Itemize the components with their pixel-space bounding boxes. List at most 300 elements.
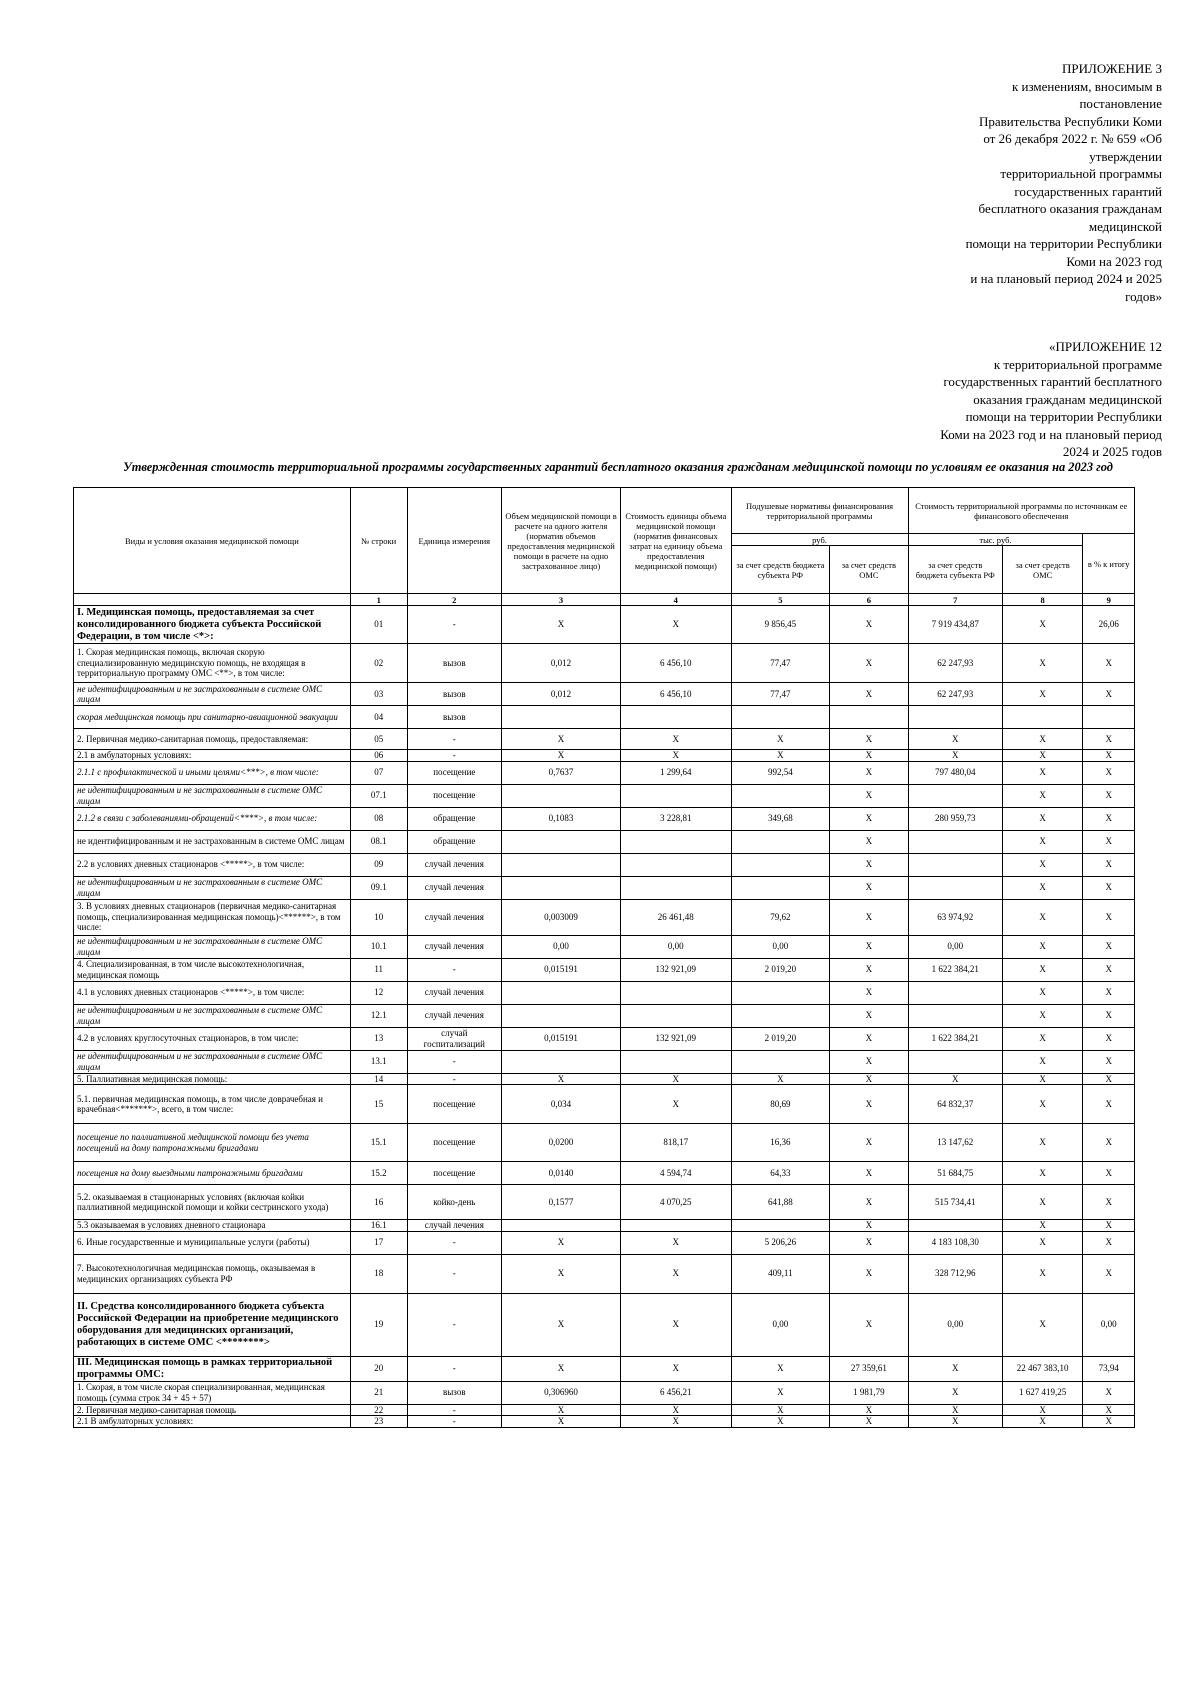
column-number: 9 [1083, 594, 1135, 606]
header-budget-rub: за счет средств бюджета субъекта РФ [731, 546, 830, 594]
cell-v5: 80,69 [731, 1085, 830, 1124]
cell-v8: X [1002, 1027, 1082, 1050]
table-row [74, 683, 1135, 706]
cell-v9: X [1083, 729, 1135, 750]
row-unit: вызов [407, 683, 501, 706]
row-number: 20 [350, 1356, 407, 1381]
row-unit: случай лечения [407, 981, 501, 1004]
appendix3-line: ПРИЛОЖЕНИЕ 3 [1062, 61, 1162, 76]
cell-v9: X [1083, 683, 1135, 706]
cell-v4: X [621, 750, 731, 762]
cell-v6: X [830, 1404, 908, 1416]
header-unit: Единица измерения [407, 488, 501, 594]
column-number: 1 [350, 594, 407, 606]
row-label: посещения на дому выездными патронажными бригадами [74, 1162, 351, 1185]
cell-v8: X [1002, 1162, 1082, 1185]
cell-v3: X [502, 1293, 621, 1356]
row-label: посещение по паллиативной медицинской помощи без учета посещений на дому патронажными бригадами [74, 1124, 351, 1162]
table-row [74, 1404, 1135, 1416]
table-row [74, 1254, 1135, 1293]
cell-v5: 2 019,20 [731, 958, 830, 981]
cell-v6: X [830, 899, 908, 935]
appendix12-line: оказания гражданам медицинской [973, 391, 1162, 407]
cell-v5: X [731, 1416, 830, 1428]
cell-v3: X [502, 729, 621, 750]
cell-v8: 1 627 419,25 [1002, 1381, 1082, 1404]
cell-v7 [908, 830, 1002, 853]
cell-v7: 7 919 434,87 [908, 606, 1002, 644]
cell-v9: X [1083, 958, 1135, 981]
table-row [74, 1085, 1135, 1124]
row-unit: случай лечения [407, 1220, 501, 1232]
row-number: 09.1 [350, 876, 407, 899]
row-unit: случай лечения [407, 853, 501, 876]
row-label: 2.2 в условиях дневных стационаров <*****>, в том числе: [74, 853, 351, 876]
cell-v3: X [502, 1231, 621, 1254]
cell-v3: X [502, 750, 621, 762]
table-row [74, 1185, 1135, 1220]
row-unit: - [407, 958, 501, 981]
table-row [74, 1027, 1135, 1050]
cell-v9: X [1083, 761, 1135, 784]
cell-v7 [908, 1050, 1002, 1073]
cell-v8: X [1002, 1073, 1082, 1085]
cell-v3: 0,003009 [502, 899, 621, 935]
cell-v5 [731, 1220, 830, 1232]
cell-v6: X [830, 1124, 908, 1162]
row-number: 12.1 [350, 1004, 407, 1027]
cell-v3 [502, 1220, 621, 1232]
row-unit: - [407, 1416, 501, 1428]
row-unit: - [407, 1050, 501, 1073]
cell-v4: 0,00 [621, 935, 731, 958]
cell-v6: X [830, 606, 908, 644]
cell-v6: X [830, 1073, 908, 1085]
cell-v8: X [1002, 935, 1082, 958]
cell-v5: 992,54 [731, 761, 830, 784]
cell-v8: X [1002, 1254, 1082, 1293]
row-unit: - [407, 1254, 501, 1293]
cell-v4 [621, 1004, 731, 1027]
cell-v4 [621, 1050, 731, 1073]
cell-v7: 797 480,04 [908, 761, 1002, 784]
cell-v3: X [502, 1356, 621, 1381]
cell-v5 [731, 853, 830, 876]
cell-v9: X [1083, 1254, 1135, 1293]
cell-v8: X [1002, 830, 1082, 853]
header-rub: руб. [731, 534, 908, 546]
cell-v9: X [1083, 981, 1135, 1004]
row-number: 23 [350, 1416, 407, 1428]
cell-v9: 73,94 [1083, 1356, 1135, 1381]
cell-v3: 0,0200 [502, 1124, 621, 1162]
cell-v3: 0,015191 [502, 1027, 621, 1050]
cell-v9: X [1083, 876, 1135, 899]
row-label: II. Средства консолидированного бюджета субъекта Российской Федерации на приобретение медицинского оборудования для медицинских организаций, работающих в системе ОМС <********> [74, 1293, 351, 1356]
cell-v6: X [830, 807, 908, 830]
cell-v8: X [1002, 853, 1082, 876]
cell-v7: 328 712,96 [908, 1254, 1002, 1293]
cell-v9: X [1083, 1085, 1135, 1124]
row-label: 2. Первичная медико-санитарная помощь, предоставляемая: [74, 729, 351, 750]
cell-v6 [830, 706, 908, 729]
cell-v6: X [830, 1416, 908, 1428]
table-row [74, 1356, 1135, 1381]
cell-v7: 515 734,41 [908, 1185, 1002, 1220]
row-unit: вызов [407, 644, 501, 683]
row-unit: вызов [407, 1381, 501, 1404]
cell-v5: 0,00 [731, 935, 830, 958]
cell-v9: X [1083, 1162, 1135, 1185]
appendix3-line: медицинской [1088, 218, 1162, 234]
appendix3-line: Правительства Республики Коми [979, 113, 1162, 129]
column-number: 3 [502, 594, 621, 606]
appendix12-line: к территориальной программе [993, 356, 1162, 372]
appendix12-line: Коми на 2023 год и на плановый период [940, 426, 1162, 442]
cell-v3: 0,015191 [502, 958, 621, 981]
row-unit: - [407, 1231, 501, 1254]
row-unit: обращение [407, 830, 501, 853]
row-unit: случай лечения [407, 899, 501, 935]
cell-v6: X [830, 1162, 908, 1185]
cell-v7 [908, 853, 1002, 876]
appendix3-line: территориальной программы [1000, 166, 1162, 181]
row-label: 5.1. первичная медицинская помощь, в том числе доврачебная и врачебная<*******>, всего, в том числе: [74, 1085, 351, 1124]
cell-v3 [502, 853, 621, 876]
cell-v4: 6 456,10 [621, 683, 731, 706]
cell-v4 [621, 981, 731, 1004]
cell-v6: X [830, 1185, 908, 1220]
cell-v7 [908, 706, 1002, 729]
appendix3-line: бесплатного оказания гражданам [978, 201, 1162, 216]
cell-v6: X [830, 644, 908, 683]
cell-v3: X [502, 1073, 621, 1085]
table-row [74, 1050, 1135, 1073]
cell-v8: X [1002, 683, 1082, 706]
table-row [74, 830, 1135, 853]
cell-v4: 6 456,10 [621, 644, 731, 683]
table-row [74, 807, 1135, 830]
cell-v8: X [1002, 644, 1082, 683]
row-unit: - [407, 750, 501, 762]
cell-v6: 1 981,79 [830, 1381, 908, 1404]
cell-v9: X [1083, 750, 1135, 762]
row-unit: - [407, 1356, 501, 1381]
table-row [74, 1231, 1135, 1254]
row-label: 4. Специализированная, в том числе высокотехнологичная, медицинская помощь [74, 958, 351, 981]
cell-v4 [621, 876, 731, 899]
cell-v7 [908, 1004, 1002, 1027]
header-row-no: № строки [350, 488, 407, 594]
row-unit: случай лечения [407, 1004, 501, 1027]
cell-v5: X [731, 750, 830, 762]
row-number: 01 [350, 606, 407, 644]
cell-v6: X [830, 729, 908, 750]
cell-v4: X [621, 1404, 731, 1416]
cell-v4 [621, 706, 731, 729]
appendix3-line: государственных гарантий [1014, 183, 1162, 199]
cell-v7: X [908, 1356, 1002, 1381]
cell-v4: 3 228,81 [621, 807, 731, 830]
cell-v6: X [830, 1027, 908, 1050]
cell-v3: X [502, 1254, 621, 1293]
cell-v7: 63 974,92 [908, 899, 1002, 935]
cell-v6: X [830, 1220, 908, 1232]
table-row [74, 606, 1135, 644]
row-number: 15.2 [350, 1162, 407, 1185]
table-row [74, 644, 1135, 683]
column-number: 5 [731, 594, 830, 606]
cell-v5: 641,88 [731, 1185, 830, 1220]
row-unit: посещение [407, 1162, 501, 1185]
cell-v3 [502, 876, 621, 899]
cell-v7 [908, 981, 1002, 1004]
row-number: 09 [350, 853, 407, 876]
row-label: не идентифицированным и не застрахованным в системе ОМС лицам [74, 784, 351, 807]
cell-v8: 22 467 383,10 [1002, 1356, 1082, 1381]
cell-v5: X [731, 1073, 830, 1085]
cell-v7: X [908, 729, 1002, 750]
cell-v9: X [1083, 1231, 1135, 1254]
cell-v9: X [1083, 1185, 1135, 1220]
row-unit: случай госпитализаций [407, 1027, 501, 1050]
cell-v9: X [1083, 899, 1135, 935]
cell-v9: X [1083, 935, 1135, 958]
cell-v5 [731, 1050, 830, 1073]
row-label: не идентифицированным и не застрахованным в системе ОМС лицам [74, 935, 351, 958]
table-row [74, 1220, 1135, 1232]
cell-v8: X [1002, 807, 1082, 830]
cell-v9: X [1083, 1124, 1135, 1162]
header-per-capita: Подушевые нормативы финансирования территориальной программы [731, 488, 908, 534]
row-unit: случай лечения [407, 876, 501, 899]
cell-v6: X [830, 1004, 908, 1027]
cell-v5 [731, 706, 830, 729]
row-number: 12 [350, 981, 407, 1004]
cell-v5 [731, 1004, 830, 1027]
cell-v7 [908, 876, 1002, 899]
row-unit: посещение [407, 1124, 501, 1162]
cell-v4: 132 921,09 [621, 958, 731, 981]
row-number: 06 [350, 750, 407, 762]
row-number: 07 [350, 761, 407, 784]
cell-v3: 0,1577 [502, 1185, 621, 1220]
cell-v6: X [830, 683, 908, 706]
appendix-3-header [932, 60, 1162, 305]
table-row [74, 899, 1135, 935]
cell-v8: X [1002, 899, 1082, 935]
row-number: 04 [350, 706, 407, 729]
row-unit: - [407, 1073, 501, 1085]
cell-v9: X [1083, 1404, 1135, 1416]
cell-v3 [502, 706, 621, 729]
cell-v3: X [502, 1416, 621, 1428]
appendix3-line: к изменениям, вносимым в [1011, 78, 1162, 94]
cell-v6: X [830, 1085, 908, 1124]
table-row [74, 981, 1135, 1004]
row-unit: койко-день [407, 1185, 501, 1220]
row-number: 13 [350, 1027, 407, 1050]
cell-v8: X [1002, 1050, 1082, 1073]
row-number: 07.1 [350, 784, 407, 807]
appendix3-line: и на плановый период 2024 и 2025 [970, 271, 1162, 286]
row-label: не идентифицированным и не застрахованным в системе ОМС лицам [74, 876, 351, 899]
header-volume: Объем медицинской помощи в расчете на одного жителя (норматив объемов предоставления медицинской помощи в расчете на одно застрахованное лицо) [502, 488, 621, 594]
row-unit: случай лечения [407, 935, 501, 958]
cell-v6: X [830, 1050, 908, 1073]
cell-v9: X [1083, 1220, 1135, 1232]
cell-v7: 62 247,93 [908, 644, 1002, 683]
cell-v7: 62 247,93 [908, 683, 1002, 706]
table-row [74, 876, 1135, 899]
cell-v5: 64,33 [731, 1162, 830, 1185]
row-unit: посещение [407, 1085, 501, 1124]
cell-v8: X [1002, 1004, 1082, 1027]
header-kind: Виды и условия оказания медицинской помощи [74, 488, 351, 594]
cell-v6: X [830, 750, 908, 762]
cell-v4 [621, 784, 731, 807]
cell-v9: X [1083, 644, 1135, 683]
table-row [74, 1124, 1135, 1162]
table-row [74, 761, 1135, 784]
cell-v8: X [1002, 1124, 1082, 1162]
cell-v5: X [731, 729, 830, 750]
cell-v4 [621, 1220, 731, 1232]
table-row [74, 1073, 1135, 1085]
cell-v3: X [502, 606, 621, 644]
cell-v6: X [830, 761, 908, 784]
cell-v4: 132 921,09 [621, 1027, 731, 1050]
row-number: 22 [350, 1404, 407, 1416]
cell-v7: 0,00 [908, 1293, 1002, 1356]
row-label: 4.1 в условиях дневных стационаров <*****>, в том числе: [74, 981, 351, 1004]
cell-v3: 0,012 [502, 644, 621, 683]
cell-v3: 0,012 [502, 683, 621, 706]
document-title: Утвержденная стоимость территориальной программы государственных гарантий бесплатного оказания гражданам медицинской помощи по условиям ее оказания на 2023 год [123, 460, 1113, 474]
cell-v6: X [830, 958, 908, 981]
cell-v6: X [830, 830, 908, 853]
table-row [74, 1004, 1135, 1027]
appendix-12-header [922, 338, 1162, 461]
cell-v3: 0,00 [502, 935, 621, 958]
cell-v4: X [621, 1073, 731, 1085]
cell-v4: X [621, 606, 731, 644]
cell-v4: X [621, 1416, 731, 1428]
cell-v5: 77,47 [731, 683, 830, 706]
row-label: 2.1.1 с профилактической и иными целями<***>, в том числе: [74, 761, 351, 784]
row-unit: обращение [407, 807, 501, 830]
cell-v8: X [1002, 1293, 1082, 1356]
cell-v6: X [830, 981, 908, 1004]
row-number: 17 [350, 1231, 407, 1254]
cell-v7: 280 959,73 [908, 807, 1002, 830]
cell-v3 [502, 981, 621, 1004]
row-label: 4.2 в условиях круглосуточных стационаров, в том числе: [74, 1027, 351, 1050]
row-number: 05 [350, 729, 407, 750]
row-unit: - [407, 729, 501, 750]
appendix12-line: помощи на территории Республики [965, 409, 1162, 424]
appendix12-line: 2024 и 2025 годов [1062, 444, 1162, 459]
cell-v5: 9 856,45 [731, 606, 830, 644]
row-label: 1. Скорая, в том числе скорая специализированная, медицинская помощь (сумма строк 34 + 45 + 57) [74, 1381, 351, 1404]
cell-v4 [621, 830, 731, 853]
row-label: 2.1.2 в связи с заболеваниями-обращений<****>, в том числе: [74, 807, 351, 830]
cell-v7 [908, 1220, 1002, 1232]
cell-v5 [731, 876, 830, 899]
appendix3-line: утверждении [1089, 148, 1162, 164]
cell-v7: 4 183 108,30 [908, 1231, 1002, 1254]
cell-v5: 16,36 [731, 1124, 830, 1162]
table-row [74, 958, 1135, 981]
cell-v3: X [502, 1404, 621, 1416]
cell-v7 [908, 784, 1002, 807]
row-number: 19 [350, 1293, 407, 1356]
cell-v6: X [830, 853, 908, 876]
table-row [74, 784, 1135, 807]
cell-v4: X [621, 1293, 731, 1356]
cell-v9: X [1083, 1073, 1135, 1085]
row-number: 21 [350, 1381, 407, 1404]
row-label: 3. В условиях дневных стационаров (первичная медико-санитарная помощь, специализированная медицинская помощь)<******>, в том числе: [74, 899, 351, 935]
cell-v7: X [908, 1381, 1002, 1404]
cell-v8: X [1002, 1220, 1082, 1232]
colnum-empty [74, 594, 351, 606]
row-number: 13.1 [350, 1050, 407, 1073]
cell-v4: X [621, 729, 731, 750]
cell-v3: 0,034 [502, 1085, 621, 1124]
cell-v9: X [1083, 853, 1135, 876]
cell-v9: 0,00 [1083, 1293, 1135, 1356]
cell-v5: 79,62 [731, 899, 830, 935]
cell-v4: 1 299,64 [621, 761, 731, 784]
cell-v5: 409,11 [731, 1254, 830, 1293]
row-number: 18 [350, 1254, 407, 1293]
cell-v6: X [830, 935, 908, 958]
cell-v4: X [621, 1085, 731, 1124]
cell-v7: X [908, 1404, 1002, 1416]
cell-v8: X [1002, 1231, 1082, 1254]
header-total-cost: Стоимость территориальной программы по источникам ее финансового обеспечения [908, 488, 1134, 534]
cost-table [73, 487, 1135, 1428]
table-row [74, 935, 1135, 958]
header-pct: в % к итогу [1083, 534, 1135, 594]
cell-v4: 4 594,74 [621, 1162, 731, 1185]
cell-v8: X [1002, 981, 1082, 1004]
cell-v5: 77,47 [731, 644, 830, 683]
table-row [74, 750, 1135, 762]
cell-v8: X [1002, 606, 1082, 644]
cell-v5: 2 019,20 [731, 1027, 830, 1050]
appendix3-line: от 26 декабря 2022 г. № 659 «Об [983, 131, 1162, 146]
column-number: 7 [908, 594, 1002, 606]
cell-v8: X [1002, 729, 1082, 750]
cell-v9 [1083, 706, 1135, 729]
row-label: III. Медицинская помощь в рамках территориальной программы ОМС: [74, 1356, 351, 1381]
cell-v3: 0,306960 [502, 1381, 621, 1404]
cell-v5 [731, 981, 830, 1004]
table-row [74, 853, 1135, 876]
row-label: 2.1 в амбулаторных условиях: [74, 750, 351, 762]
column-number: 2 [407, 594, 501, 606]
cell-v8: X [1002, 1404, 1082, 1416]
row-unit: - [407, 1404, 501, 1416]
table-row [74, 1293, 1135, 1356]
row-number: 15 [350, 1085, 407, 1124]
cell-v7: 51 684,75 [908, 1162, 1002, 1185]
row-label: не идентифицированным и не застрахованным в системе ОМС лицам [74, 1004, 351, 1027]
row-unit: посещение [407, 784, 501, 807]
row-number: 16.1 [350, 1220, 407, 1232]
